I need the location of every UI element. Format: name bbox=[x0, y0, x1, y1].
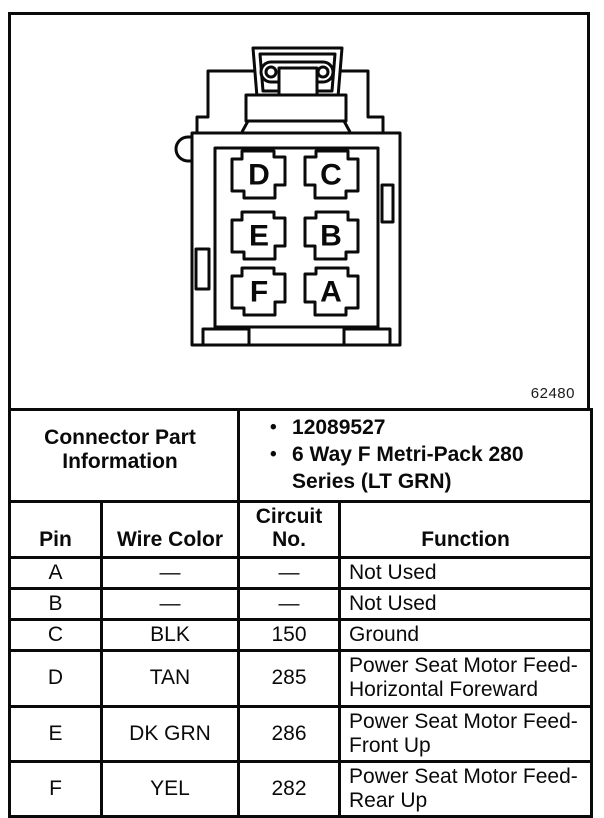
cavity-label-A: A bbox=[320, 275, 342, 309]
cavity-label-B: B bbox=[320, 219, 342, 253]
circuit-cell: 282 bbox=[239, 761, 340, 816]
cavity-label-F: F bbox=[249, 275, 269, 309]
table-row-f bbox=[10, 761, 592, 816]
pin-header: Pin bbox=[10, 501, 102, 557]
pin-cell: F bbox=[10, 761, 102, 816]
function-header: Function bbox=[340, 501, 592, 557]
pinout-table bbox=[8, 408, 593, 818]
cavity-label-D: D bbox=[248, 158, 270, 192]
pin-cell: E bbox=[10, 706, 102, 761]
circuit-no-header bbox=[239, 501, 340, 557]
part-info-title: Connector Part Information bbox=[10, 410, 239, 502]
circuit-no-header-text: Circuit No. bbox=[255, 504, 323, 551]
latch-hole-left bbox=[266, 67, 276, 77]
table-row-b bbox=[10, 588, 592, 619]
part-info-row bbox=[10, 410, 592, 502]
bullet-icon: • bbox=[270, 417, 277, 438]
latch-hole-right bbox=[318, 67, 328, 77]
function-cell: Power Seat Motor Feed-Front Up bbox=[340, 706, 592, 761]
pin-cell: C bbox=[10, 620, 102, 651]
part-info-items bbox=[239, 410, 592, 502]
function-cell: Ground bbox=[340, 620, 592, 651]
connector-type-item bbox=[270, 442, 584, 496]
table-row-d bbox=[10, 651, 592, 706]
circuit-cell: — bbox=[239, 588, 340, 619]
wire-color-cell: TAN bbox=[102, 651, 239, 706]
latch-collar bbox=[246, 95, 346, 121]
function-cell: Power Seat Motor Feed-Rear Up bbox=[340, 761, 592, 816]
wire-color-cell: — bbox=[102, 588, 239, 619]
connector-figure bbox=[8, 12, 590, 411]
side-tab-right bbox=[382, 185, 393, 222]
pin-cell: B bbox=[10, 588, 102, 619]
cavity-label-E: E bbox=[248, 219, 270, 253]
side-tab-left bbox=[196, 249, 209, 289]
latch-center-tab bbox=[279, 68, 317, 97]
table-row-e bbox=[10, 706, 592, 761]
wire-color-cell: BLK bbox=[102, 620, 239, 651]
pin-cell: D bbox=[10, 651, 102, 706]
connector-diagram bbox=[11, 15, 587, 408]
circuit-cell: 286 bbox=[239, 706, 340, 761]
circuit-cell: 285 bbox=[239, 651, 340, 706]
foot-left bbox=[203, 329, 249, 345]
circuit-cell: 150 bbox=[239, 620, 340, 651]
bullet-icon: • bbox=[270, 443, 277, 465]
function-cell: Not Used bbox=[340, 557, 592, 588]
pin-cell: A bbox=[10, 557, 102, 588]
function-cell: Power Seat Motor Feed-Horizontal Foreward bbox=[340, 651, 592, 706]
wire-color-cell: — bbox=[102, 557, 239, 588]
table-row-c bbox=[10, 620, 592, 651]
cavity-label-C: C bbox=[320, 158, 342, 192]
wire-color-cell: YEL bbox=[102, 761, 239, 816]
wire-color-cell: DK GRN bbox=[102, 706, 239, 761]
wire-color-header: Wire Color bbox=[102, 501, 239, 557]
function-cell: Not Used bbox=[340, 588, 592, 619]
table-row-a bbox=[10, 557, 592, 588]
figure-number: 62480 bbox=[530, 385, 575, 402]
circuit-cell: — bbox=[239, 557, 340, 588]
part-number: 12089527 bbox=[292, 416, 386, 439]
foot-right bbox=[344, 329, 390, 345]
part-number-item bbox=[270, 415, 584, 442]
header-row bbox=[10, 501, 592, 557]
connector-type: 6 Way F Metri-Pack 280 Series (LT GRN) bbox=[292, 442, 524, 493]
